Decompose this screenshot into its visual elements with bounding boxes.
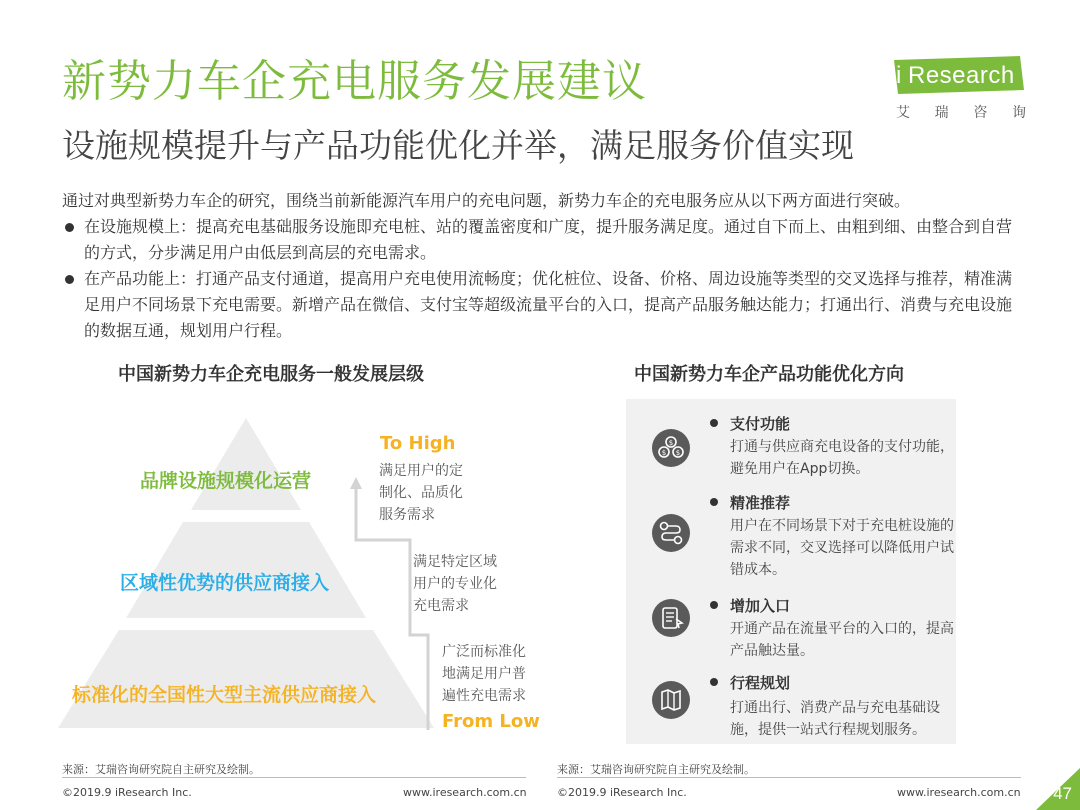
level-top-desc xyxy=(379,460,463,526)
feature-desc: 开通产品在流量平台的入口的，提高产品触达量。 xyxy=(730,621,954,659)
level-bottom-desc xyxy=(442,641,526,707)
footer-divider-left xyxy=(62,777,526,778)
feature-title: 增加入口 xyxy=(730,597,791,615)
feature-panel xyxy=(626,399,956,744)
url-right: www.iresearch.com.cn xyxy=(897,786,1021,799)
feature-desc: 打通出行、消费产品与充电基础设施，提供一站式行程规划服务。 xyxy=(730,700,940,738)
desc-line: 广泛而标准化 xyxy=(442,644,526,660)
logo-cn-char: 瑞 xyxy=(934,105,949,121)
feature-title: 精准推荐 xyxy=(730,494,791,512)
intro-lead: 通过对典型新势力车企的研究，围绕当前新能源汽车用户的充电问题，新势力车企的充电服务应从以下两方面进行突破。 xyxy=(62,191,911,210)
source-note-left: 来源：艾瑞咨询研究院自主研究及绘制。 xyxy=(62,763,260,776)
left-section-title: 中国新势力车企充电服务一般发展层级 xyxy=(118,364,424,385)
logo-chinese xyxy=(896,102,1026,122)
url-left: www.iresearch.com.cn xyxy=(403,786,527,799)
page-number-badge xyxy=(1030,760,1080,810)
logo-word: Research xyxy=(908,62,1015,89)
page-number: 47 xyxy=(1053,784,1072,803)
logo-cn-char: 咨 xyxy=(973,105,988,121)
pyramid-level-middle-label xyxy=(120,568,329,595)
desc-line: 满足用户的定 xyxy=(379,463,463,479)
to-high-label: To High xyxy=(380,433,456,454)
level-middle-desc xyxy=(413,551,497,617)
level-label-text: 标准化的全国性大型主流供应商接入 xyxy=(72,684,377,706)
logo-cn-char: 艾 xyxy=(896,105,910,121)
desc-line: 地满足用户普 xyxy=(442,666,526,682)
source-note-right: 来源：艾瑞咨询研究院自主研究及绘制。 xyxy=(557,763,755,776)
intro-text xyxy=(62,188,1022,344)
svg-text:$: $ xyxy=(675,449,681,457)
feature-desc: 用户在不同场景下对于充电桩设施的需求不同，交叉选择可以降低用户试错成本。 xyxy=(730,518,954,578)
level-label-text: 品牌设施规模化运营 xyxy=(140,470,312,492)
feature-title: 支付功能 xyxy=(730,415,791,433)
svg-text:$: $ xyxy=(661,449,667,457)
desc-line: 满足特定区域 xyxy=(413,554,497,570)
level-label-text: 区域性优势的供应商接入 xyxy=(120,572,330,594)
intro-bullet: 在产品功能上：打通产品支付通道，提高用户充电使用流畅度；优化桩位、设备、价格、周边设施等类型的交叉选择与推荐，精准满足用户不同场景下充电需要。新增产品在微信、支付宝等超级流量平台的入口，提高产品服务触达能力；打通出行、消费与充电设施的数据互通，规划用户行程。 xyxy=(62,266,1022,344)
footer-divider-right xyxy=(557,777,1021,778)
desc-line: 制化、品质化 xyxy=(379,485,463,501)
from-low-label: From Low xyxy=(442,711,540,732)
page-subtitle: 设施规模提升与产品功能优化并举，满足服务价值实现 xyxy=(62,126,854,165)
logo-letter-i: i xyxy=(896,62,902,89)
iresearch-logo xyxy=(888,56,1028,126)
payment-coins-icon xyxy=(652,429,690,467)
route-recommend-icon xyxy=(652,514,690,552)
logo-cn-char: 询 xyxy=(1011,105,1026,121)
feature-desc: 打通与供应商充电设备的支付功能，避免用户在App切换。 xyxy=(730,439,954,477)
desc-line: 用户的专业化 xyxy=(413,576,497,592)
pyramid-top-tier xyxy=(191,418,301,510)
desc-line: 服务需求 xyxy=(379,507,435,523)
feature-title: 行程规划 xyxy=(730,674,791,692)
desc-line: 充电需求 xyxy=(413,598,469,614)
svg-text:$: $ xyxy=(668,439,674,447)
copyright-right: ©2019.9 iResearch Inc. xyxy=(557,786,687,799)
map-plan-icon xyxy=(652,681,690,719)
page-title: 新势力车企充电服务发展建议 xyxy=(62,56,647,107)
desc-line: 遍性充电需求 xyxy=(442,688,526,704)
intro-bullet: 在设施规模上：提高充电基础服务设施即充电桩、站的覆盖密度和广度，提升服务满足度。通过自下而上、由粗到细、由整合到自营的方式，分步满足用户由低层到高层的充电需求。 xyxy=(62,214,1022,266)
copyright-left: ©2019.9 iResearch Inc. xyxy=(62,786,192,799)
pyramid-level-top-label xyxy=(140,466,311,493)
pyramid-level-bottom-label xyxy=(72,680,376,707)
app-entry-icon xyxy=(652,599,690,637)
right-section-title: 中国新势力车企产品功能优化方向 xyxy=(634,364,904,385)
